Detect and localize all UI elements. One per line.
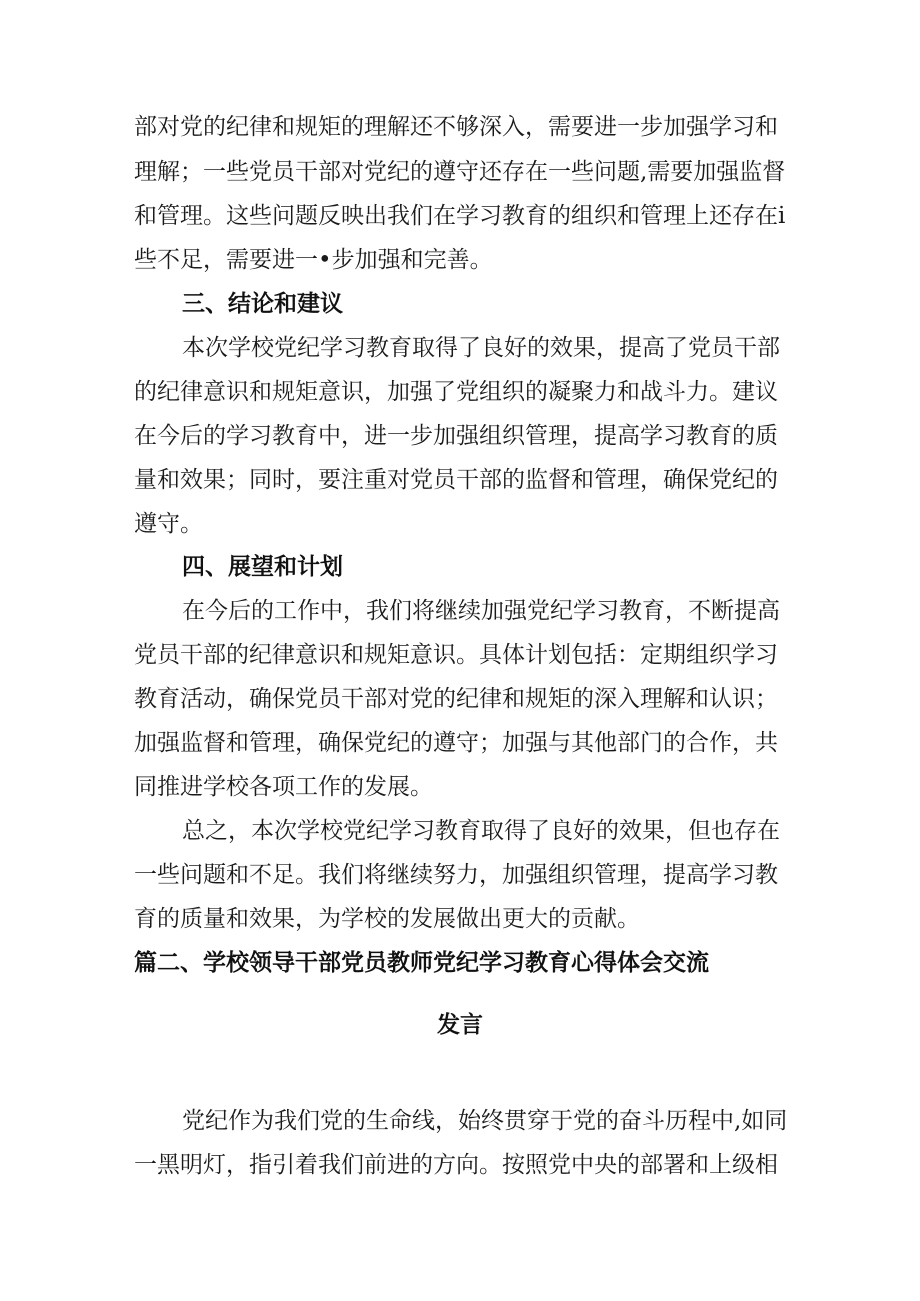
paragraph-line: 的纪律意识和规矩意识，加强了党组织的凝聚力和战斗力。建议: [134, 379, 778, 405]
part-title-continued: 发言: [437, 1012, 483, 1038]
paragraph-line: 教育活动，确保党员干部对党的纪律和规矩的深入理解和认识；: [134, 686, 778, 712]
paragraph-line: 部对党的纪律和规矩的理解还不够深入，需要进一步加强学习和: [134, 114, 778, 140]
section-heading: 三、结论和建议: [182, 291, 343, 317]
paragraph-line: 党纪作为我们党的生命线，始终贯穿于党的奋斗历程中,如同: [182, 1108, 788, 1134]
paragraph-line: 育的质量和效果，为学校的发展做出更大的贡献。: [134, 906, 640, 932]
paragraph-line: 和管理。这些问题反映出我们在学习教育的组织和管理上还存在i: [134, 203, 786, 229]
paragraph-line: 加强监督和管理，确保党纪的遵守；加强与其他部门的合作，共: [134, 730, 778, 756]
part-title: 篇二、学校领导干部党员教师党纪学习教育心得体会交流: [134, 950, 709, 976]
paragraph-line: 同推进学校各项工作的发展。: [134, 774, 433, 800]
paragraph-line: 在今后的学习教育中，进一步加强组织管理，提高学习教育的质: [134, 423, 778, 449]
paragraph-line: 遵守。: [134, 511, 203, 537]
paragraph-line: 量和效果；同时，要注重对党员干部的监督和管理，确保党纪的: [134, 467, 778, 493]
paragraph-line: 一黑明灯，指引着我们前进的方向。按照党中央的部署和上级相: [134, 1152, 778, 1178]
section-heading: 四、展望和计划: [182, 554, 343, 580]
paragraph-line: 总之，本次学校党纪学习教育取得了良好的效果，但也存在: [182, 818, 780, 844]
paragraph-line: 理解；一些党员干部对党纪的遵守还存在一些问题,需要加强监督: [134, 159, 786, 185]
paragraph-line: 本次学校党纪学习教育取得了良好的效果，提高了党员干部: [182, 335, 780, 361]
paragraph-line: 在今后的工作中，我们将继续加强党纪学习教育，不断提高: [182, 598, 780, 624]
paragraph-line: 些不足，需要进一•步加强和完善。: [134, 247, 493, 273]
paragraph-line: 一些问题和不足。我们将继续努力，加强组织管理，提高学习教: [134, 862, 778, 888]
paragraph-line: 党员干部的纪律意识和规矩意识。具体计划包括：定期组织学习: [134, 642, 778, 668]
